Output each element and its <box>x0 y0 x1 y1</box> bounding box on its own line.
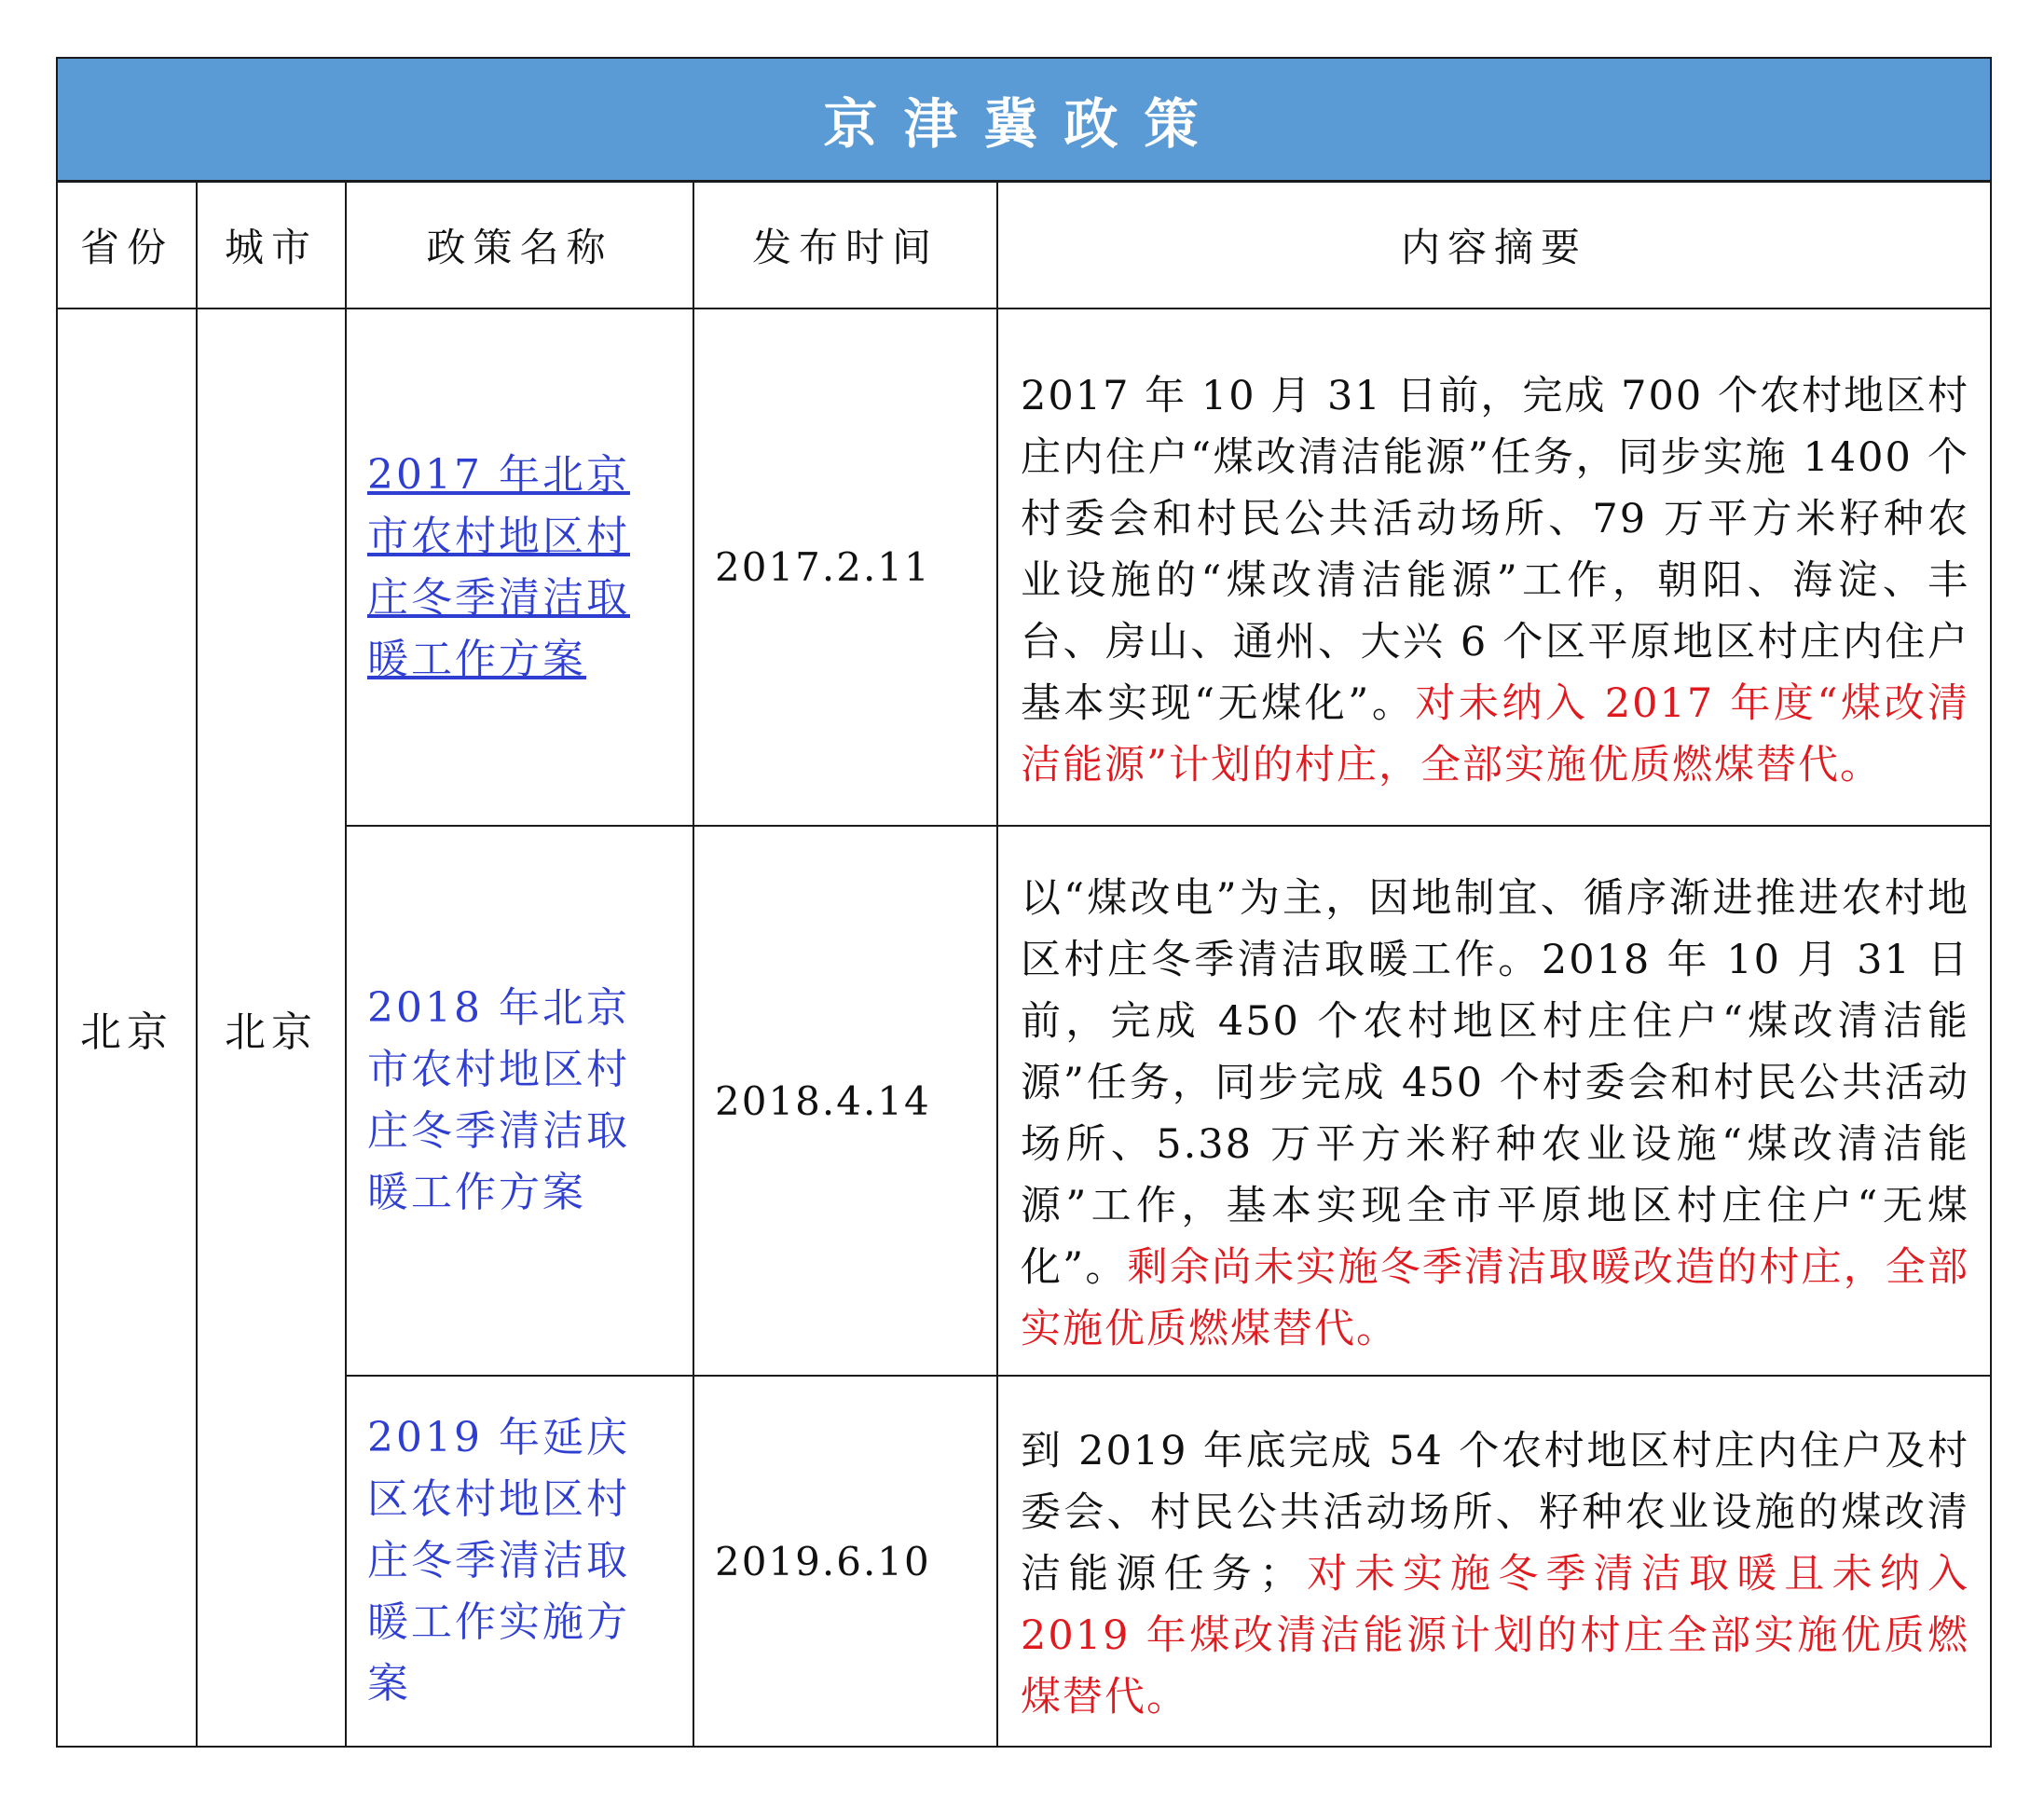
header-province: 省份 <box>57 182 197 309</box>
publish-date-cell: 2018.4.14 <box>693 826 997 1376</box>
header-publish-date: 发布时间 <box>693 182 997 309</box>
summary-text: 到 2019 年底完成 54 个农村地区村庄内住户及村委会、村民公共活动场所、籽种农业设施的煤改清洁能源任务； <box>1021 1428 1970 1597</box>
policy-link[interactable]: 2017 年北京市农村地区村庄冬季清洁取暖工作方案 <box>367 450 630 683</box>
publish-date-cell: 2017.2.11 <box>693 309 997 826</box>
summary-text: 2017 年 10 月 31 日前，完成 700 个农村地区村庄内住户“煤改清洁能源”任务，同步实施 1400 个村委会和村民公共活动场所、79 万平方米籽种农业设施的“煤改清洁能源”工作，朝阳、海淀、丰台、房山、通州、大兴 6 个区平原地区村庄内住户基本实现“无煤化”。 <box>1021 372 1970 727</box>
header-summary: 内容摘要 <box>997 182 1991 309</box>
policy-table <box>56 57 1992 1748</box>
table-title: 京津冀政策 <box>57 58 1991 182</box>
table-row <box>57 1376 1991 1747</box>
summary-highlight: 对未纳入 2017 年度“煤改清洁能源”计划的村庄，全部实施优质燃煤替代。 <box>1021 679 1970 788</box>
policy-name: 2018 年北京市农村地区村庄冬季清洁取暖工作方案 <box>367 984 630 1216</box>
summary-highlight: 对未实施冬季清洁取暖且未纳入 2019 年煤改清洁能源计划的村庄全部实施优质燃煤替代。 <box>1021 1551 1970 1721</box>
summary-text: 以“煤改电”为主，因地制宜、循序渐进推进农村地区村庄冬季清洁取暖工作。2018 年 10 月 31 日前，完成 450 个农村地区村庄住户“煤改清洁能源”任务，同步完成 450 个村委会和村民公共活动场所、5.38 万平方米籽种农业设施“煤改清洁能源”工作，基本实现全市平原地区村庄住户“无煤化”。 <box>1021 875 1970 1291</box>
city-cell: 北京 <box>197 309 346 1747</box>
table-row <box>57 826 1991 1376</box>
publish-date-cell: 2019.6.10 <box>693 1376 997 1747</box>
province-cell: 北京 <box>57 309 197 1747</box>
policy-table-container <box>56 57 1990 1748</box>
summary-cell <box>997 309 1991 826</box>
summary-cell <box>997 1376 1991 1747</box>
policy-name: 2019 年延庆区农村地区村庄冬季清洁取暖工作实施方案 <box>367 1414 630 1707</box>
policy-name-cell <box>346 309 693 826</box>
policy-name-cell <box>346 826 693 1376</box>
header-policy-name: 政策名称 <box>346 182 693 309</box>
summary-cell <box>997 826 1991 1376</box>
header-city: 城市 <box>197 182 346 309</box>
policy-name-cell <box>346 1376 693 1747</box>
title-row <box>57 58 1991 182</box>
header-row <box>57 182 1991 309</box>
summary-highlight: 剩余尚未实施冬季清洁取暖改造的村庄，全部实施优质燃煤替代。 <box>1021 1244 1970 1352</box>
table-row <box>57 309 1991 826</box>
